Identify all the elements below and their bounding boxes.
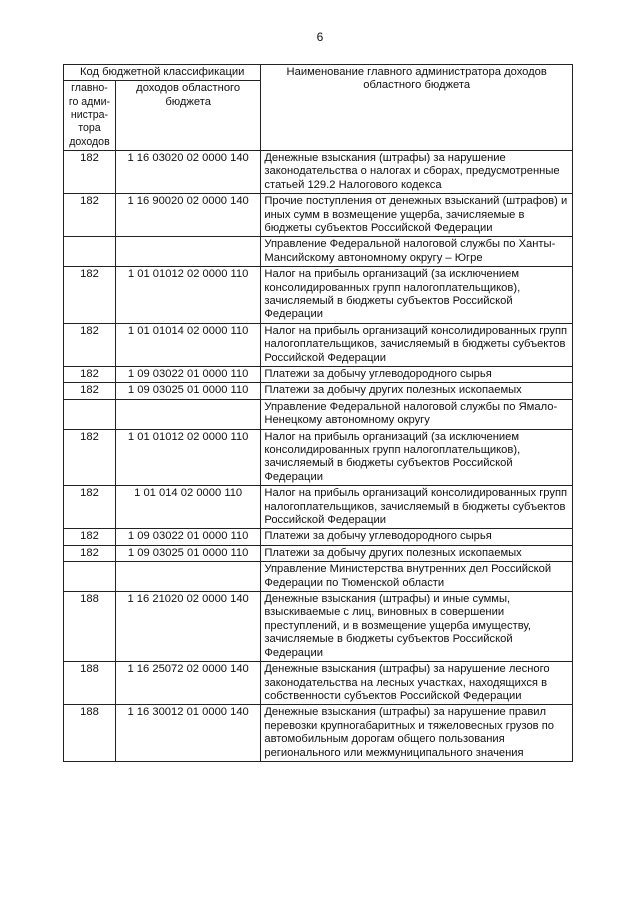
admin-code-cell: 182	[64, 529, 116, 545]
income-code-cell: 1 01 01012 02 0000 110	[115, 429, 260, 486]
income-name-cell: Налог на прибыль организаций (за исключением консолидированных групп налогоплательщиков), зачисляемый в бюджеты субъектов Российской Федерации	[261, 429, 573, 486]
table-row	[64, 383, 573, 399]
income-name-cell: Денежные взыскания (штрафы) за нарушение законодательства о налогах и сборах, предусмотренные статьей 129.2 Налогового кодекса	[261, 150, 573, 193]
admin-code-cell	[64, 237, 116, 267]
income-name-cell: Денежные взыскания (штрафы) за нарушение лесного законодательства на лесных участках, находящихся в собственности субъектов Российской Федерации	[261, 662, 573, 705]
income-name-cell: Прочие поступления от денежных взысканий (штрафов) и иных сумм в возмещение ущерба, зачисляемые в бюджеты субъектов Российской Федерации	[261, 194, 573, 237]
table-row	[64, 429, 573, 486]
income-name-cell: Налог на прибыль организаций консолидированных групп налогоплательщиков, зачисляемый в бюджеты субъектов Российской Федерации	[261, 486, 573, 529]
income-code-cell	[115, 399, 260, 429]
header-main-admin: главно-го адми-нистра-тора доходов	[64, 81, 116, 150]
admin-code-cell: 182	[64, 267, 116, 324]
table-row	[64, 705, 573, 762]
admin-code-cell: 182	[64, 383, 116, 399]
admin-code-cell: 188	[64, 705, 116, 762]
admin-code-cell	[64, 399, 116, 429]
income-code-cell: 1 16 90020 02 0000 140	[115, 194, 260, 237]
admin-code-cell: 182	[64, 150, 116, 193]
income-name-cell: Платежи за добычу углеводородного сырья	[261, 366, 573, 382]
income-name-cell: Денежные взыскания (штрафы) и иные суммы, взыскиваемые с лиц, виновных в совершении преступлений, и в возмещение ущерба имуществу, зачисляемые в бюджеты субъектов Российской Федерации	[261, 592, 573, 662]
admin-code-cell: 182	[64, 486, 116, 529]
table-body	[64, 150, 573, 761]
income-code-cell: 1 16 30012 01 0000 140	[115, 705, 260, 762]
admin-code-cell: 182	[64, 429, 116, 486]
admin-code-cell: 182	[64, 323, 116, 366]
income-code-cell	[115, 237, 260, 267]
income-code-cell: 1 01 014 02 0000 110	[115, 486, 260, 529]
income-code-cell: 1 09 03022 01 0000 110	[115, 366, 260, 382]
income-code-cell	[115, 562, 260, 592]
income-code-cell: 1 01 01012 02 0000 110	[115, 267, 260, 324]
income-name-cell: Налог на прибыль организаций консолидированных групп налогоплательщиков, зачисляемый в бюджеты субъектов Российской Федерации	[261, 323, 573, 366]
table-row	[64, 194, 573, 237]
income-code-cell: 1 09 03025 01 0000 110	[115, 383, 260, 399]
table-row	[64, 150, 573, 193]
admin-code-cell: 182	[64, 194, 116, 237]
table-row	[64, 486, 573, 529]
table-row	[64, 529, 573, 545]
income-name-cell: Налог на прибыль организаций (за исключением консолидированных групп налогоплательщиков), зачисляемый в бюджеты субъектов Российской Федерации	[261, 267, 573, 324]
section-heading-row	[64, 237, 573, 267]
table-row	[64, 267, 573, 324]
section-heading-row	[64, 399, 573, 429]
section-heading-row	[64, 562, 573, 592]
table-row	[64, 366, 573, 382]
income-code-cell: 1 01 01014 02 0000 110	[115, 323, 260, 366]
income-code-cell: 1 09 03022 01 0000 110	[115, 529, 260, 545]
page-number: 6	[316, 30, 324, 44]
income-name-cell: Платежи за добычу углеводородного сырья	[261, 529, 573, 545]
header-budget-code-group: Код бюджетной классификации	[64, 65, 261, 81]
income-code-cell: 1 16 25072 02 0000 140	[115, 662, 260, 705]
table-row	[64, 592, 573, 662]
table-row	[64, 662, 573, 705]
admin-code-cell: 182	[64, 545, 116, 561]
admin-code-cell: 188	[64, 662, 116, 705]
section-heading: Управление Федеральной налоговой службы по Ханты-Мансийскому автономному округу – Югре	[261, 237, 573, 267]
budget-classification-table	[63, 64, 573, 762]
income-code-cell: 1 09 03025 01 0000 110	[115, 545, 260, 561]
table-row	[64, 545, 573, 561]
header-admin-name: Наименование главного администратора доходов областного бюджета	[261, 65, 573, 151]
income-name-cell: Денежные взыскания (штрафы) за нарушение правил перевозки крупногабаритных и тяжеловесных грузов по автомобильным дорогам общего пользования регионального или межмуниципального значения	[261, 705, 573, 762]
table-header	[64, 65, 573, 151]
admin-code-cell	[64, 562, 116, 592]
income-name-cell: Платежи за добычу других полезных ископаемых	[261, 383, 573, 399]
income-code-cell: 1 16 21020 02 0000 140	[115, 592, 260, 662]
income-name-cell: Платежи за добычу других полезных ископаемых	[261, 545, 573, 561]
income-code-cell: 1 16 03020 02 0000 140	[115, 150, 260, 193]
admin-code-cell: 188	[64, 592, 116, 662]
section-heading: Управление Министерства внутренних дел Российской Федерации по Тюменской области	[261, 562, 573, 592]
admin-code-cell: 182	[64, 366, 116, 382]
table-row	[64, 323, 573, 366]
header-regional-income: доходов областного бюджета	[115, 81, 260, 150]
section-heading: Управление Федеральной налоговой службы по Ямало-Ненецкому автономному округу	[261, 399, 573, 429]
